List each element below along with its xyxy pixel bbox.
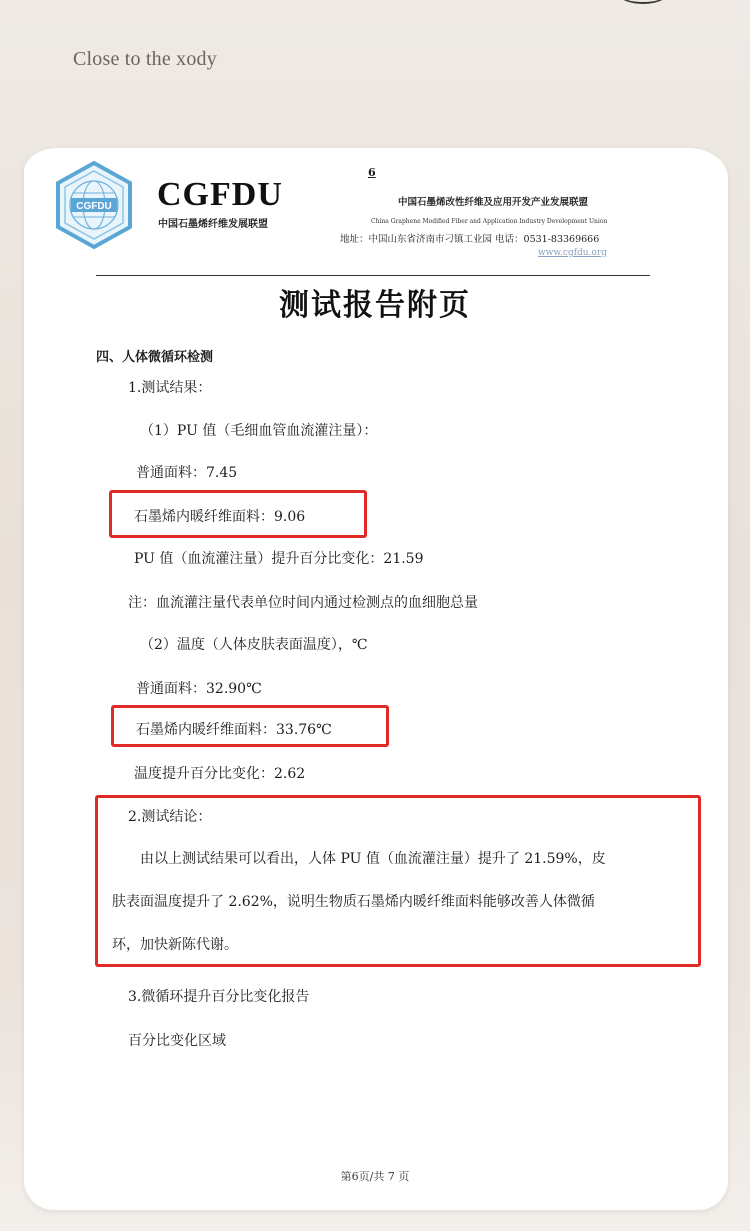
highlight-box-temp — [111, 705, 389, 747]
temp-graphene-fabric: 石墨烯内暖纤维面料：33.76℃ — [136, 722, 332, 738]
document-title: 测试报告附页 — [279, 288, 471, 323]
brand-name: CGFDU — [157, 176, 283, 213]
conclusion-line-2: 肤表面温度提升了 2.62%，说明生物质石墨烯内暖纤维面料能够改善人体微循 — [112, 894, 595, 910]
pu-normal-fabric: 普通面料：7.45 — [136, 465, 238, 481]
page-number-mark: 6 — [368, 166, 376, 179]
decorative-arc — [618, 0, 668, 4]
org-name-cn: 中国石墨烯改性纤维及应用开发产业发展联盟 — [398, 197, 589, 208]
org-name-en: China Graphene Modified Fiber and Application Industry Development Union — [371, 218, 608, 225]
report-area-label: 百分比变化区域 — [128, 1033, 226, 1049]
logo-text: CGFDU — [76, 201, 112, 212]
brand-subtitle: 中国石墨烯纤维发展联盟 — [158, 219, 268, 230]
pu-heading: （1）PU 值（毛细血管血流灌注量）： — [140, 423, 378, 439]
tagline: Close to the xody — [73, 48, 217, 70]
highlight-box-pu — [109, 490, 367, 538]
header-rule — [96, 275, 650, 276]
temp-heading: （2）温度（人体皮肤表面温度），℃ — [140, 637, 368, 653]
section-heading: 四、人体微循环检测 — [96, 350, 214, 365]
temp-normal-fabric: 普通面料：32.90℃ — [136, 681, 262, 697]
conclusion-line-3: 环，加快新陈代谢。 — [112, 937, 238, 953]
highlight-box-conclusion — [95, 795, 701, 967]
cgfdu-logo — [54, 160, 134, 250]
pu-change: PU 值（血流灌注量）提升百分比变化：21.59 — [134, 551, 424, 567]
note: 注：血流灌注量代表单位时间内通过检测点的血细胞总量 — [128, 595, 478, 611]
temp-change: 温度提升百分比变化：2.62 — [134, 766, 306, 782]
pu-graphene-fabric: 石墨烯内暖纤维面料：9.06 — [134, 509, 306, 525]
results-heading: 1.测试结果： — [128, 380, 212, 396]
org-website: www.cgfdu.org — [538, 248, 607, 258]
report-heading: 3.微循环提升百分比变化报告 — [128, 989, 310, 1005]
page-footer: 第6页/共 7 页 — [340, 1170, 410, 1183]
conclusion-line-1: 由以上测试结果可以看出，人体 PU 值（血流灌注量）提升了 21.59%，皮 — [140, 851, 606, 867]
conclusion-heading: 2.测试结论： — [128, 809, 212, 825]
org-address: 地址：中国山东省济南市刁镇工业园 电话：0531-83369666 — [340, 234, 600, 245]
